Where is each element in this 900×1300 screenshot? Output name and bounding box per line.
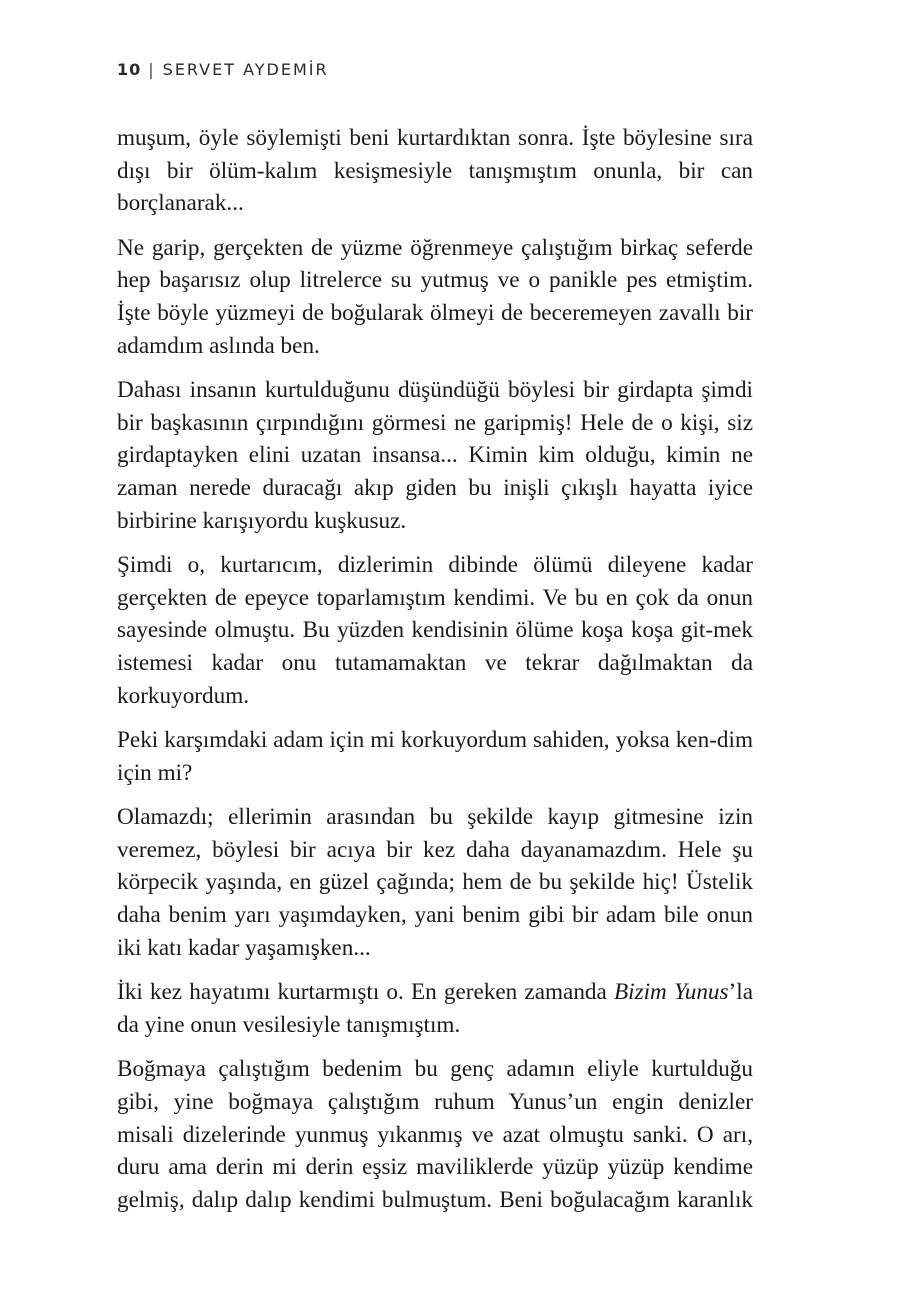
- running-head: [117, 60, 329, 79]
- paragraph-text: İki kez hayatımı kurtarmıştı o. En gereken zamanda: [117, 979, 614, 1006]
- paragraph: Ne garip, gerçekten de yüzme öğrenmeye çalıştığım birkaç seferde hep başarısız olup litrelerce su yutmuş ve o panikle pes etmiştim. İşte böyle yüzmeyi de boğularak ölmeyi de beceremeyen zavallı bir adamdım aslında ben.: [117, 234, 753, 359]
- header-separator: |: [148, 60, 156, 79]
- author-name: SERVET AYDEMİR: [162, 60, 329, 79]
- paragraph: Boğmaya çalıştığım bedenim bu genç adamın eliyle kurtulduğu gibi, yine boğmaya çalıştığım ruhum Yunus’un engin denizler misali dizelerinde yunmuş yıkanmış ve azat olmuştu sanki. O arı, duru ama derin mi derin eşsiz maviliklerde yüzüp yüzüp kendime gelmiş, dalıp dalıp kendimi bulmuştum. Beni boğulacağım karanlık: [117, 1056, 753, 1213]
- paragraph: Peki karşımdaki adam için mi korkuyordum sahiden, yoksa ken-dim için mi?: [117, 727, 753, 786]
- page-number: 10: [117, 60, 142, 79]
- paragraph: [117, 976, 753, 1041]
- paragraph: Şimdi o, kurtarıcım, dizlerimin dibinde ölümü dileyene kadar gerçekten de epeyce toparlamıştım kendimi. Ve bu en çok da onun sayesinde olmuştu. Bu yüzden kendisinin ölüme koşa koşa git-mek istemesi kadar onu tutamamaktan ve tekrar dağılmaktan da korkuyordum.: [117, 552, 753, 709]
- book-title-italic: Bizim Yunus: [613, 979, 729, 1006]
- paragraph: Dahası insanın kurtulduğunu düşündüğü böylesi bir girdapta şimdi bir başkasının çırpındığını görmesi ne garipmiş! Hele de o kişi, siz girdaptayken elini uzatan insansa... Kimin kim olduğu, kimin ne zaman nerede duracağı akıp giden bu inişli çıkışlı hayatta iyice birbirine karışıyordu kuşkusuz.: [117, 377, 753, 534]
- paragraph: Olamazdı; ellerimin arasından bu şekilde kayıp gitmesine izin veremez, böylesi bir acıya bir kez daha dayanamazdım. Hele şu körpecik yaşında, en güzel çağında; hem de bu şekilde hiç! Üstelik daha benim yarı yaşımdayken, yani benim gibi bir adam bile onun iki katı kadar yaşamışken...: [117, 804, 753, 961]
- paragraph: muşum, öyle söylemişti beni kurtardıktan sonra. İşte böylesine sıra dışı bir ölüm-kalım kesişmesiyle tanışmıştım onunla, bir can borçlanarak...: [117, 125, 753, 217]
- paragraph-text: ’la da yine onun vesilesiyle tanışmıştım.: [117, 979, 753, 1038]
- text-body: [117, 122, 753, 1228]
